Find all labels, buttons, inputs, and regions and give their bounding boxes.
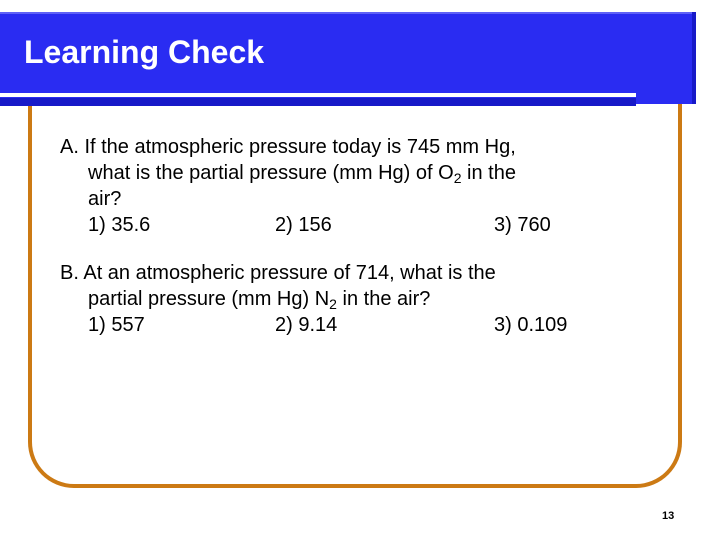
question-a-options	[60, 212, 660, 238]
question-b-options	[60, 312, 660, 338]
question-a-option-3: 3) 760	[494, 214, 551, 236]
question-a-line-2-end: in the	[461, 162, 516, 184]
slide-title: Learning Check	[24, 34, 265, 70]
question-b-option-3: 3) 0.109	[494, 314, 568, 336]
oxygen-subscript: 2	[453, 170, 462, 186]
question-a-line-3: air?	[88, 188, 122, 210]
question-a-line-2-text: what is the partial pressure (mm Hg) of O	[88, 162, 454, 184]
header-top-edge	[0, 12, 692, 14]
header-right-edge	[692, 12, 696, 104]
question-a-line-2	[60, 160, 660, 186]
nitrogen-subscript: 2	[329, 296, 337, 312]
question-a	[60, 134, 660, 238]
question-b-option-1: 1) 557	[88, 314, 145, 336]
question-b-line-1: B. At an atmospheric pressure of 714, what is the	[60, 262, 496, 284]
question-b-line-2	[60, 286, 660, 312]
slide-content	[60, 134, 660, 338]
question-a-option-2: 2) 156	[275, 214, 332, 236]
question-a-option-1: 1) 35.6	[88, 214, 151, 236]
question-b-option-2: 2) 9.14	[275, 314, 338, 336]
question-a-line-1: A. If the atmospheric pressure today is 745 mm Hg,	[60, 136, 516, 158]
header-shadow-bar	[0, 98, 636, 106]
question-b-line-2-end: in the air?	[336, 288, 431, 310]
header-divider-line	[0, 93, 636, 97]
question-b	[60, 260, 660, 338]
question-b-line-2-text: partial pressure (mm Hg) N	[88, 288, 330, 310]
page-number: 13	[662, 510, 675, 522]
